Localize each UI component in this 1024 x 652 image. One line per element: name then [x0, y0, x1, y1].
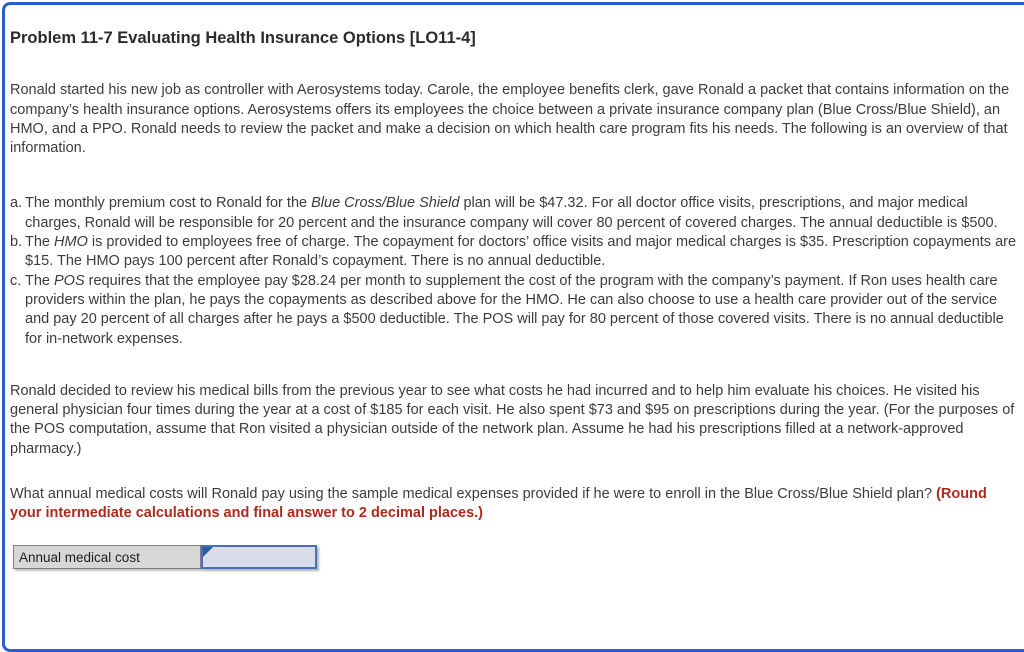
list-a-plan-name: Blue Cross/Blue Shield [311, 195, 460, 212]
list-marker-a: a. [10, 195, 23, 212]
question-text: What annual medical costs will Ronald pay using the sample medical expenses provided if he were to enroll in the Blue Cross/Blue Shield plan? [10, 486, 937, 503]
answer-row [13, 545, 1017, 569]
list-marker-c: c. [10, 272, 22, 289]
plan-options-list [10, 194, 1017, 348]
list-a-pre: The monthly premium cost to Ronald for the [25, 195, 312, 212]
answer-cell[interactable] [201, 545, 317, 569]
review-paragraph: Ronald decided to review his medical bills from the previous year to see what costs he had incurred and to help him evaluate his choices. He visited his general physician four times during the year at a cost of $185 for each visit. He also spent $73 and $95 on prescriptions during the year. (For the purposes of the POS computation, assume that Ron visited a physician outside of the network plan. Assume he had his prescriptions filled at a network-approved pharmacy.) [10, 382, 1015, 457]
list-b-pre: The [25, 234, 55, 251]
problem-content [5, 5, 1024, 569]
annual-medical-cost-input[interactable] [209, 547, 313, 567]
list-a-post: plan will be $47.32. For all doctor office visits, prescriptions, and major medical charges, Ronald will be responsible for 20 percent and the insurance company will cover 80 percent of covered charges. The annual deductible is $500. [25, 195, 998, 231]
problem-title: Problem 11-7 Evaluating Health Insurance Options [LO11-4] [10, 29, 476, 47]
list-marker-b: b. [10, 234, 23, 251]
question-paragraph [10, 485, 1017, 524]
list-c-plan-name: POS [54, 272, 85, 289]
rounding-note: (Round your intermediate calculations and final answer to 2 decimal places.) [10, 486, 987, 522]
answer-label: Annual medical cost [13, 545, 201, 569]
list-item-a [10, 194, 1017, 233]
list-b-post: is provided to employees free of charge. The copayment for doctors’ office visits and major medical charges is $35. Prescription copayments are $15. The HMO pays 100 percent after Ronald’s copayment. There is no annual deductible. [25, 234, 1017, 270]
list-c-post: requires that the employee pay $28.24 per month to supplement the cost of the program with the company’s payment. If Ron uses health care providers within the plan, he pays the copayments as described above for the HMO. He can also choose to use a health care provider out of the service and pay 20 percent of all charges after he pays a $500 deductible. The POS will pay for 80 percent of those covered visits. There is no annual deductible for in-network expenses. [25, 272, 1004, 347]
list-item-c [10, 272, 1017, 349]
list-c-pre: The [25, 272, 55, 289]
list-text-a [25, 194, 1017, 233]
list-text-c [25, 272, 1017, 349]
problem-panel [2, 2, 1024, 652]
list-b-plan-name: HMO [54, 234, 88, 251]
list-text-b [25, 233, 1017, 272]
list-item-b [10, 233, 1017, 272]
intro-paragraph: Ronald started his new job as controller with Aerosystems today. Carole, the employee benefits clerk, gave Ronald a packet that contains information on the company’s health insurance options. Aerosystems offers its employees the choice between a private insurance company plan (Blue Cross/Blue Shield), an HMO, and a PPO. Ronald needs to review the packet and make a decision on which health care program fits his needs. The following is an overview of that information. [10, 82, 1010, 157]
